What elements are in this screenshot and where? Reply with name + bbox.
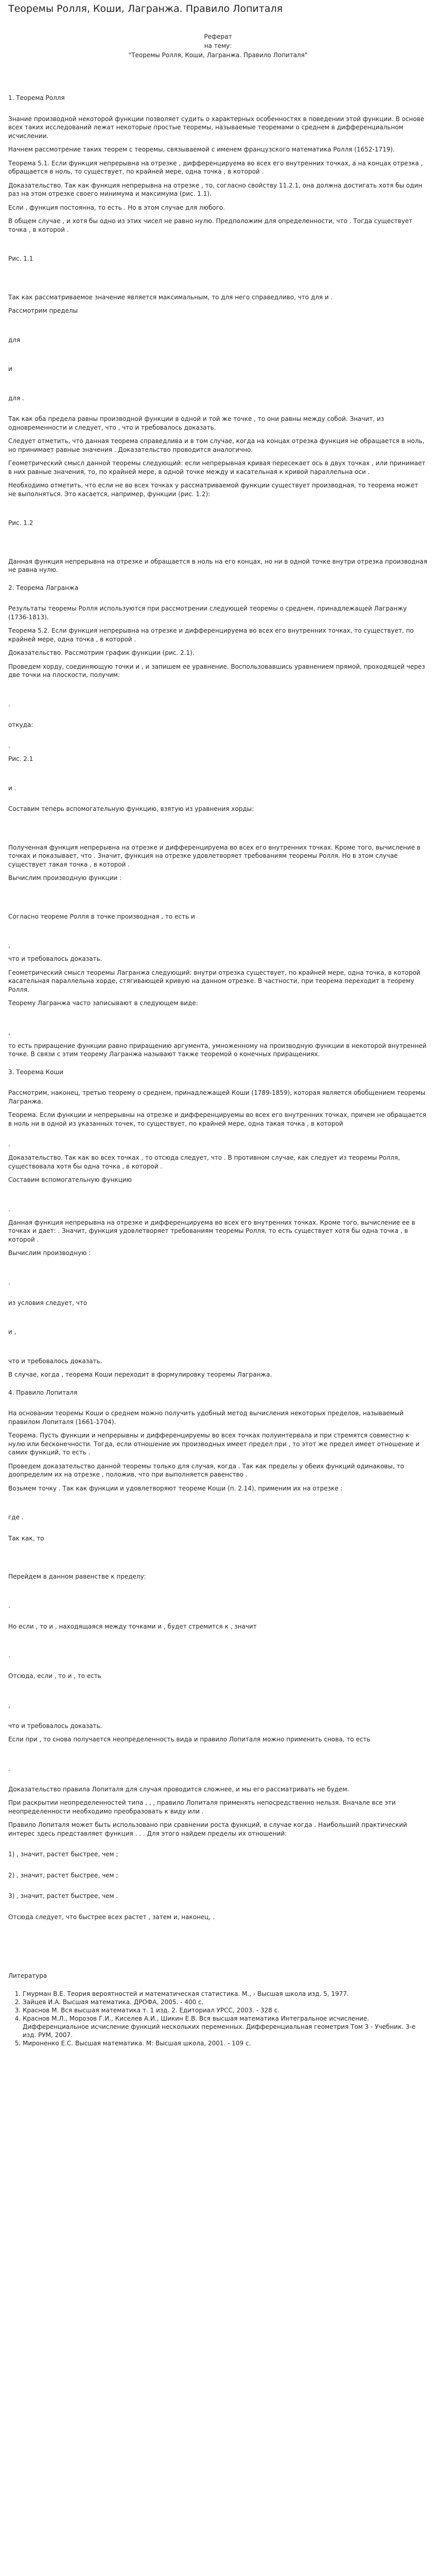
- section-heading: 2. Теорема Лагранжа: [8, 584, 79, 591]
- formula-placeholder: .: [8, 742, 10, 749]
- paragraph: то есть приращение функции равно приращению аргумента, умноженному на производную функции в некоторой внутренней точке. В связи с этим теорему Лагранжа называют также теоремой о конечных приращениях.: [8, 1042, 427, 1058]
- references-list: [8, 1990, 428, 2047]
- formula-placeholder: .: [8, 700, 10, 708]
- paragraph: Данная функция непрерывна на отрезке и обращается в ноль на его концах, но ни в одной точке внутри отрезка производная не равна нулю.: [8, 557, 427, 573]
- figure-caption: Рис. 2.1: [8, 755, 33, 762]
- section-heading: 1. Теорема Ролля: [8, 94, 65, 101]
- paragraph: Перейдем в данном равенстве к пределу:: [8, 1573, 146, 1580]
- paragraph: Необходимо отметить, что если не во всех точках у рассматриваемой функции существует производная, то теорема может не выполняться. Это касается, например, функции (рис. 1.2):: [8, 482, 418, 498]
- formula-placeholder: ,: [8, 1028, 10, 1036]
- paragraph: Теорему Лагранжа часто записывают в следующем виде:: [8, 999, 198, 1007]
- references-heading: Литература: [8, 1972, 47, 1979]
- paragraph: Теорема. Пусть функции и непрерывны и дифференцируемы во всех точках полуинтервала и при стремятся совместно к нулю или бесконечности. Тогда, если отношение их производных имеет предел при , то этот же предел имеет отношение и самих функций, то есть .: [8, 1432, 420, 1456]
- paragraph: Доказательство правила Лопиталя для случая проводится сложнее, и мы его рассматривать не будем.: [8, 1785, 350, 1793]
- paragraph: Так как оба предела равны производной функции в одной и той же точке , то они равны между собой. Значит, из одновременности и следует, что , что и требовалось доказать.: [8, 415, 385, 431]
- paragraph: Вычислим производную функции :: [8, 874, 122, 882]
- paragraph: Так как рассматриваемое значение является максимальным, то для него справедливо, что для и .: [8, 293, 333, 301]
- formula-placeholder: .: [8, 1652, 10, 1659]
- paragraph: При раскрытии неопределенностей типа , , , правило Лопиталя применять непосредственно нельзя. Вначале все эти неопределенности необходимо преобразовать к виду или .: [8, 1799, 396, 1815]
- paragraph: Рассмотрим, наконец, третью теорему о среднем, принадлежащей Коши (1789-1859), которая является обобщением теоремы Лагранжа.: [8, 1089, 426, 1105]
- paragraph: Результаты теоремы Ролля используются при рассмотрении следующей теоремы о среднем, принадлежащей Лагранжу (1736-1813).: [8, 605, 407, 621]
- cover-line: на тему:: [204, 42, 232, 49]
- document-page: [0, 3, 436, 2047]
- paragraph: Если при , то снова получается неопределенность вида и правило Лопиталя можно применить снова, то есть: [8, 1736, 371, 1743]
- paragraph: Отсюда, если , то и , то есть: [8, 1672, 101, 1680]
- formula-placeholder: .: [8, 1765, 10, 1772]
- formula-placeholder: ,: [8, 942, 10, 949]
- paragraph: Если , функция постоянна, то есть . Но в этом случае для любого.: [8, 204, 225, 211]
- paragraph: Составим вспомогательную функцию: [8, 1176, 132, 1183]
- reference-item: 3. Краснов М. Вся высшая математика т. 1 изд. 2. Едиториал УРСС, 2003. - 328 с.: [23, 2006, 428, 2014]
- formula-placeholder: .: [8, 1278, 10, 1286]
- formula-placeholder: ,: [8, 1701, 10, 1709]
- paragraph: Полученная функция непрерывна на отрезке и дифференцируема во всех его внутренних точках. Кроме того, вычисление в точках и показывает, что . Значит, функция на отрезке удовлетворяет требованиям теоремы Ролля. Но в этом случае существует такая точка , в которой .: [8, 843, 421, 868]
- page-title: Теоремы Ролля, Коши, Лагранжа. Правило Лопиталя: [8, 3, 283, 14]
- paragraph: Проведем доказательство данной теоремы только для случая, когда . Так как пределы у обеих функций одинаковы, то доопределим их на отрезке , положив, что при выполняется равенство .: [8, 1462, 404, 1478]
- list-item: 1) , значит, растет быстрее, чем ;: [8, 1851, 118, 1858]
- paragraph: для .: [8, 394, 24, 402]
- paragraph: Знание производной некоторой функции позволяет судить о характерных особенностях в поведении этой функции. В основе всех таких исследований лежат некоторые простые теоремы, называемые теоремами о среднем в дифференциальном исчислении.: [8, 115, 425, 140]
- paragraph: и: [8, 365, 12, 372]
- formula-placeholder: .: [8, 1141, 10, 1148]
- paragraph: Теорема. Если функции и непрерывны на отрезке и дифференцируемы во всех его внутренних точках, причем не обращается в ноль ни в одной из указанных точек, то существует, по крайней мере, одна такая точка , в которой: [8, 1111, 427, 1127]
- paragraph: и ,: [8, 1328, 16, 1335]
- reference-item: 4. Краснов М.Л., Морозов Г.И., Киселев А.И., Шикин Е.В. Вся высшая математика Интегральное исчисление. Дифференциальное исчисление функций нескольких переменных. Дифференциальная геометрия Том 3 - Учебник. 3-е изд. РУМ, 2007.: [23, 2014, 428, 2039]
- paragraph: Но если , то и , находящаяся между точками и , будет стремится к , значит: [8, 1622, 257, 1630]
- figure-caption: Рис. 1.1: [8, 255, 33, 262]
- paragraph: что и требовалось доказать.: [8, 1722, 102, 1730]
- paragraph: Теорема 5.1. Если функция непрерывна на отрезке , дифференцируема во всех его внутренних точках, а на концах отрезка , обращается в ноль, то существует, по крайней мере, одна точка , в которой .: [8, 159, 423, 175]
- paragraph: Начнем рассмотрение таких теорем с теоремы, связываемой с именем французского математика Ролля (1652-1719).: [8, 146, 395, 153]
- cover-line: Реферат: [204, 33, 232, 40]
- paragraph: Данная функция непрерывна на отрезке и дифференцируема во всех его внутренних точках. Кроме того, вычисление ее в точках и дает: . Значит, функция удовлетворяет требованиям теоремы Ролля, то есть существует хотя бы одна точка , в которой .: [8, 1218, 415, 1243]
- section-heading: 4. Правило Лопиталя: [8, 1388, 78, 1396]
- paragraph: откуда:: [8, 721, 33, 728]
- section-heading: 3. Теорема Коши: [8, 1068, 64, 1076]
- paragraph: Вычислим производную :: [8, 1249, 91, 1257]
- figure-caption: Рис. 1.2: [8, 519, 33, 527]
- paragraph: Так как, то: [8, 1534, 44, 1542]
- paragraph: Следует отметить, что данная теорема справедлива и в том случае, когда на концах отрезка функция не обращается в ноль, но принимает равные значения . Доказательство проводится аналогично.: [8, 437, 425, 453]
- paragraph: где .: [8, 1514, 24, 1521]
- paragraph: Доказательство. Так как во всех точках , то отсюда следует, что . В противном случае, как следует из теоремы Ролля, существовала хотя бы одна точка , в которой .: [8, 1154, 400, 1170]
- reference-item: 1. Гмурман В.Е. Теория вероятностей и математическая статистика. М., - Высшая школа изд. 5, 1977.: [23, 1990, 428, 1998]
- paragraph: Составим теперь вспомогательную функцию, взятую из уравнения хорды:: [8, 805, 254, 812]
- paragraph: для: [8, 336, 21, 344]
- paragraph: В общем случае , и хотя бы одно из этих чисел не равно нулю. Предположим для определенности, что . Тогда существует точка , в которой .: [8, 217, 413, 233]
- paragraph: Отсюда следует, что быстрее всех растет , затем и, наконец, .: [8, 1913, 215, 1921]
- paragraph: Геометрический смысл теоремы Лагранжа следующий: внутри отрезка существует, по крайней мере, одна точка, в которой касательная параллельна хорде, стягивающей кривую на данном отрезке. В частности, при теорема переходит в теорему Ролля.: [8, 969, 421, 993]
- list-item: 2) , значит, растет быстрее, чем ;: [8, 1871, 118, 1879]
- paragraph: что и требовалось доказать.: [8, 1357, 102, 1365]
- paragraph: На основании теоремы Коши о среднем можно получить удобный метод вычисления некоторых пределов, называемый правилом Лопиталя (1661-1704).: [8, 1410, 404, 1426]
- reference-item: 2. Зайцев И.А. Высшая математика. ДРОФА, 2005. - 400 с.: [23, 1998, 428, 2006]
- list-item: 3) , значит, растет быстрее, чем .: [8, 1892, 118, 1900]
- cover-line: "Теоремы Ролля, Коши, Лагранжа. Правило Лопиталя": [128, 52, 308, 59]
- paragraph: Согласно теореме Ролля в точке производная , то есть и: [8, 912, 195, 920]
- formula-placeholder: .: [8, 1205, 10, 1213]
- paragraph: Правило Лопиталя может быть использовано при сравнении роста функций, в случае когда . Наибольший практический интерес здесь представляет функция . . . Для этого найдем пределы их отношений:: [8, 1821, 407, 1837]
- paragraph: Теорема 5.2. Если функция непрерывна на отрезке и дифференцируема во всех его внутренних точках, то существует, по крайней мере, одна точка , в которой .: [8, 627, 414, 643]
- paragraph: и .: [8, 784, 16, 792]
- paragraph: Доказательство. Рассмотрим график функции (рис. 2.1).: [8, 649, 195, 656]
- reference-item: 5. Мироненко Е.С. Высшая математика. М: Высшая школа, 2001. - 109 с.: [23, 2039, 428, 2047]
- paragraph: В случае, когда , теорема Коши переходит в формулировку теоремы Лагранжа.: [8, 1371, 272, 1378]
- paragraph: Доказательство. Так как функция непрерывна на отрезке , то, согласно свойству 11.2.1, она должна достигать хотя бы один раз на этом отрезке своего минимума и максимума (рис. 1.1).: [8, 181, 423, 197]
- paragraph: Рассмотрим пределы: [8, 307, 78, 314]
- cover-block: [8, 32, 428, 60]
- paragraph: из условия следует, что: [8, 1299, 88, 1307]
- paragraph: Возьмем точку . Так как функции и удовлетворяют теореме Коши (п. 2.14), применим их на отрезке :: [8, 1484, 343, 1492]
- formula-placeholder: .: [8, 1602, 10, 1609]
- paragraph: Проведем хорду, соединяющую точки и , и запишем ее уравнение. Воспользовавшись уравнением прямой, проходящей через две точки на плоскости, получим:: [8, 663, 425, 679]
- paragraph: Геометрический смысл данной теоремы следующий: если непрерывная кривая пересекает ось в двух точках , или принимает в них равные значения, то, по крайней мере, в одной точке между и касательная к кривой параллельна оси .: [8, 460, 426, 476]
- paragraph: что и требовалось доказать.: [8, 955, 102, 962]
